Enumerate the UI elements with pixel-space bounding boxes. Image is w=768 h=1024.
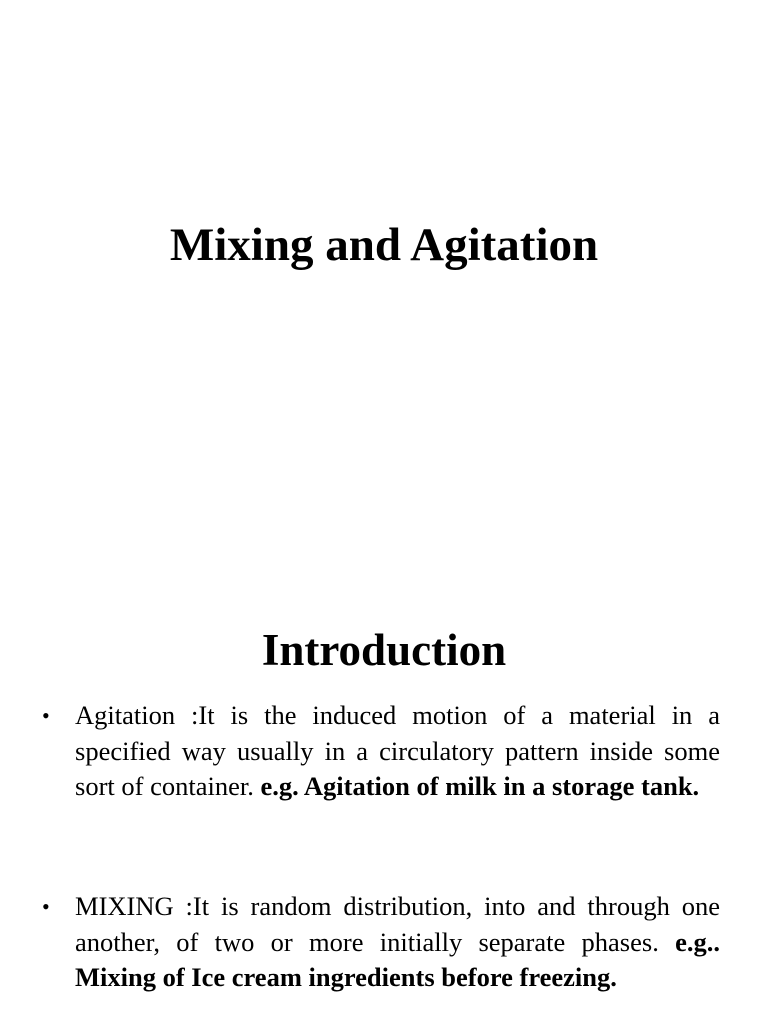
bullet-item-mixing: [42, 889, 720, 996]
bullet-text: MIXING :It is random distribution, into and through one another, of two or more initially separate phases.: [75, 891, 720, 957]
bullet-text: Agitation :It is the induced motion of a material in a specified way usually in a circulatory pattern inside some sort of container.: [75, 700, 720, 801]
bullet-item-agitation: [42, 698, 720, 805]
bullet-dot-icon: •: [42, 894, 50, 919]
slide-title: Mixing and Agitation: [169, 219, 599, 271]
bullet-example: e.g. Agitation of milk in a storage tank.: [260, 771, 700, 801]
bullet-dot-icon: •: [42, 703, 50, 728]
bullet-example: e.g.. Mixing of Ice cream ingredients before freezing.: [75, 926, 720, 992]
section-heading-introduction: Introduction: [261, 625, 507, 675]
